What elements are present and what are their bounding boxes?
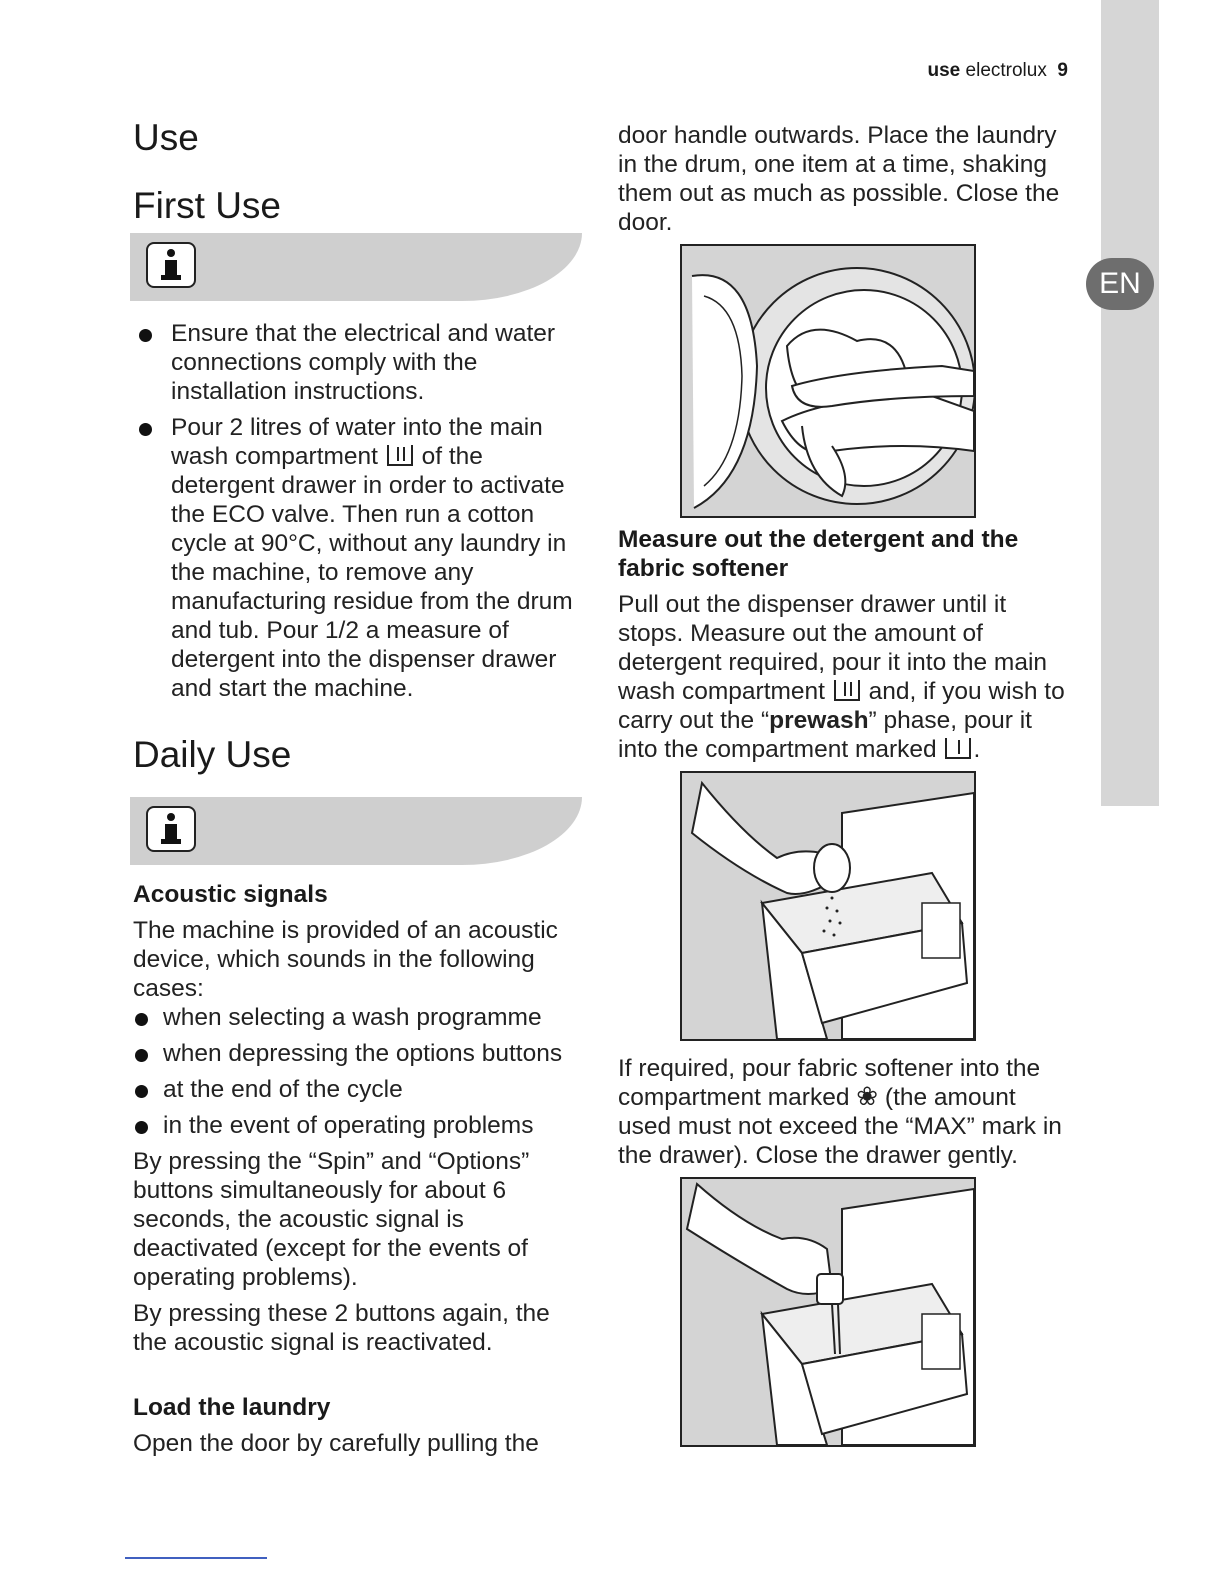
acoustic-title: Acoustic signals [133,881,328,908]
softener-text-b: (the amount used must not exceed the “MAX” mark in the drawer). Close the drawer gently. [618,1084,1062,1169]
measure-title: Measure out the detergent and the fabric softener [618,526,1019,582]
bullet-text: of the detergent drawer in order to activate the ECO valve. Then run a cotton cycle at 90°C, without any laundry in the machine, to remove any manufacturing residue from the drum and tub. Pour 1/2 a measure of detergent into the dispenser drawer and start the machine. [171,443,573,702]
page-header [928,60,1069,82]
header-brand: electrolux [965,60,1047,81]
first-use-list [133,319,585,703]
heading-daily-use: Daily Use [133,734,292,775]
side-tab [1101,0,1159,806]
softener-text [618,1054,1068,1170]
bullet-text: Pour 2 litres of water into the main wash compartment [171,414,543,470]
acoustic-para2: By pressing these 2 buttons again, the the acoustic signal is reactivated. [133,1300,550,1356]
list-item: when selecting a wash programme [133,1003,585,1032]
measure-text-c: ” phase, pour it into the compartment marked [618,707,1032,763]
acoustic-intro: The machine is provided of an acoustic device, which sounds in the following cases: [133,917,558,1002]
prewash-term: prewash [769,707,869,734]
bullet-text: Ensure that the electrical and water connections comply with the installation instructions. [171,320,556,405]
load-section [133,1393,585,1458]
pour-softener-illustration [680,1177,976,1447]
measure-text [618,590,1068,764]
measure-text-a: Pull out the dispenser drawer until it stops. Measure out the amount of detergent required, pour it into the main wash compartment [618,591,1048,705]
list-item: when depressing the options buttons [133,1039,585,1068]
note-bar-first-use [130,233,582,301]
load-text-continued: door handle outwards. Place the laundry in the drum, one item at a time, shaking them out as much as possible. Close the door. [618,122,1060,236]
list-item: in the event of operating problems [133,1111,585,1140]
softener-text-a: If required, pour fabric softener into the compartment marked [618,1055,1041,1111]
main-wash-compartment-icon [387,445,413,466]
page-number: 9 [1057,60,1068,81]
load-text-start: Open the door by carefully pulling the [133,1430,539,1457]
language-badge: EN [1086,258,1154,310]
header-section: use [927,60,961,81]
prewash-compartment-icon [945,738,971,759]
measure-text-d: . [973,736,981,763]
heading-use: Use [133,117,199,158]
load-title: Load the laundry [133,1394,331,1421]
note-bar-daily-use [130,797,582,865]
info-icon [146,806,196,852]
info-icon [146,242,196,288]
pour-detergent-illustration [680,771,976,1041]
list-item [133,319,585,406]
footer-rule [125,1557,267,1559]
measure-section [618,525,1068,764]
main-wash-compartment-icon [834,680,860,701]
measure-text-b: and, if you wish to carry out the “ [618,678,1065,734]
list-item [133,413,585,703]
fabric-softener-icon: ❀ [856,1081,879,1111]
acoustic-section [133,880,585,1357]
list-item: at the end of the cycle [133,1075,585,1104]
acoustic-para1: By pressing the “Spin” and “Options” buttons simultaneously for about 6 seconds, the acoustic signal is deactivated (except for the events of operating problems). [133,1148,530,1291]
acoustic-cases [133,1003,585,1140]
load-laundry-illustration [680,244,976,518]
heading-first-use: First Use [133,185,281,226]
